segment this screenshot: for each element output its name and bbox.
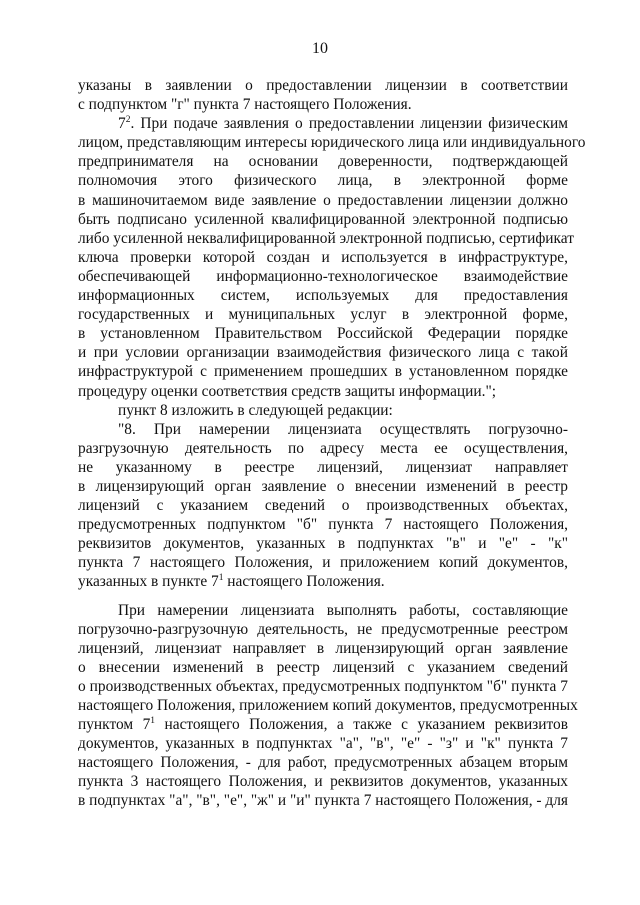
superscript: 1 — [150, 716, 156, 727]
text-line-content: документов, указанных в подпунктах "а", "в", "е" - "з" и "к" пункта 7 — [78, 735, 568, 753]
text-line-content: о производственных объектах, предусмотренных подпунктом "б" пункта 7 — [78, 677, 568, 695]
text-line — [78, 572, 568, 591]
text-line — [78, 696, 578, 715]
text-line-content: пункта 3 настоящего Положения, и реквизитов документов, указанных — [78, 773, 568, 791]
text-line-content: ключа проверки которой создан и используется в инфраструктуре, — [78, 248, 568, 266]
text-line-continuation: настоящего Положения, а также с указанием реквизитов — [155, 716, 568, 734]
text-line-content: полномочия этого физического лица, в электронной форме — [78, 172, 568, 190]
text-line — [78, 496, 568, 515]
text-line — [78, 76, 568, 95]
text-line — [78, 477, 568, 496]
text-line-content: о внесении изменений в реестр лицензий с указанием сведений — [78, 658, 568, 676]
text-line-content: настоящего Положения, - для работ, предусмотренных абзацем вторым — [78, 754, 568, 772]
text-line — [78, 420, 568, 439]
text-line-content: в подпунктах "а", "в", "е", "ж" и "и" пункта 7 настоящего Положения, - для — [78, 792, 568, 810]
text-line — [78, 152, 568, 171]
text-line-content: погрузочно-разгрузочную деятельность, не предусмотренные реестром — [78, 620, 568, 638]
text-line — [78, 791, 568, 810]
text-line-content: При намерении лицензиата выполнять работы, составляющие — [118, 601, 568, 619]
text-line-content: инфраструктурой с применением прошедших в установленном порядке — [78, 363, 568, 381]
text-line-content: пунктом 7 — [78, 716, 151, 734]
superscript: 2 — [125, 115, 131, 126]
text-line-content: пункта 7 настоящего Положения, и приложением копий документов, — [78, 554, 568, 572]
text-line — [78, 715, 568, 734]
text-line-content: лицом, представляющим интересы юридического лица или индивидуального — [78, 134, 586, 152]
page-number: 10 — [312, 40, 328, 57]
text-line — [78, 639, 568, 658]
text-line-continuation: настоящего Положения. — [223, 573, 385, 591]
text-line — [78, 772, 568, 791]
text-line — [78, 286, 568, 305]
superscript: 1 — [218, 573, 224, 584]
text-line-content: не указанному в реестре лицензий, лицензиат направляет — [78, 458, 568, 476]
text-line — [78, 229, 574, 248]
text-line-content: с подпунктом "г" пункта 7 настоящего Положения. — [78, 96, 412, 114]
text-line — [78, 305, 568, 324]
text-line-content: разгрузочную деятельность по адресу места ее осуществления, — [78, 439, 568, 457]
text-line — [78, 343, 568, 362]
text-line — [78, 601, 568, 620]
text-line — [78, 133, 586, 152]
text-line — [78, 620, 568, 639]
text-line-continuation: . При подаче заявления о предоставлении лицензии физическим — [130, 115, 568, 133]
text-line-content: процедуру оценки соответствия средств защиты информации."; — [78, 382, 497, 400]
text-line-content: быть подписано усиленной квалифицированной электронной подписью — [78, 210, 568, 228]
text-line-content: указанных в пункте 7 — [78, 573, 219, 591]
text-line-content: предусмотренных подпунктом "б" пункта 7 настоящего Положения, — [78, 516, 568, 534]
text-line-content: "8. При намерении лицензиата осуществлять погрузочно- — [118, 420, 568, 438]
text-line — [78, 458, 568, 477]
text-line — [78, 734, 568, 753]
text-line-content: настоящего Положения, приложением копий документов, предусмотренных — [78, 697, 578, 714]
text-line-content: указаны в заявлении о предоставлении лицензии в соответствии — [78, 77, 568, 94]
text-line-content: лицензий, лицензиат направляет в лицензирующий орган заявление — [78, 639, 568, 657]
text-line — [78, 95, 568, 114]
text-line — [78, 362, 568, 381]
text-line — [78, 114, 568, 133]
text-line — [78, 534, 568, 553]
text-line-content: в машиночитаемом виде заявление о предоставлении лицензии должно — [78, 191, 568, 209]
text-line-content: государственных и муниципальных услуг в электронной форме, — [78, 306, 568, 324]
text-line-content: предпринимателя на основании доверенности, подтверждающей — [78, 153, 568, 171]
text-line — [78, 210, 568, 229]
text-line-content: пункт 8 изложить в следующей редакции: — [118, 401, 393, 419]
text-line — [78, 515, 568, 534]
text-line-content: 7 — [118, 115, 126, 133]
text-line — [78, 171, 568, 190]
text-line — [78, 658, 568, 677]
text-line-content: информационных систем, используемых для предоставления — [78, 287, 568, 305]
text-line — [78, 191, 568, 210]
paragraph-gap — [78, 592, 568, 601]
text-line — [78, 382, 568, 401]
text-line-content: в лицензирующий орган заявление о внесении изменений в реестр — [78, 477, 568, 495]
text-line — [78, 439, 568, 458]
text-line-content: в установленном Правительством Российской Федерации порядке — [78, 325, 568, 343]
text-line — [78, 248, 568, 267]
text-line — [78, 553, 568, 572]
document-body — [78, 76, 586, 811]
text-line-content: реквизитов документов, указанных в подпунктах "в" и "е" - "к" — [78, 535, 568, 553]
text-line — [78, 753, 568, 772]
text-line-content: либо усиленной неквалифицированной электронной подписью, сертификат — [78, 229, 574, 247]
text-line — [78, 401, 568, 420]
text-line — [78, 267, 568, 286]
text-line-content: и при условии организации взаимодействия физического лица с такой — [78, 344, 568, 362]
text-line-content: лицензий с указанием сведений о производственных объектах, — [78, 497, 568, 515]
text-line — [78, 677, 568, 696]
text-line — [78, 324, 568, 343]
text-line-content: обеспечивающей информационно-технологическое взаимодействие — [78, 267, 568, 285]
